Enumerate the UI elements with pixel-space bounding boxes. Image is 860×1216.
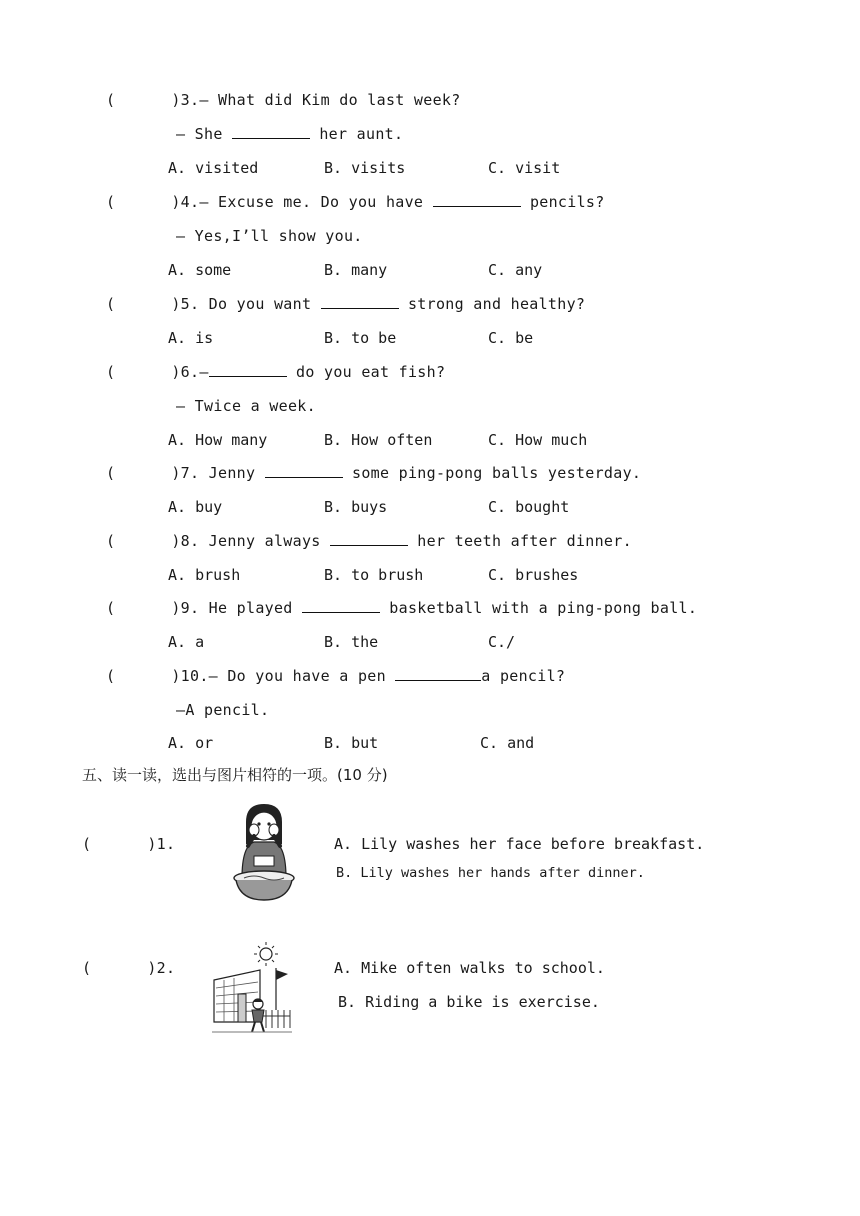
option-a[interactable]: A. buy — [168, 498, 223, 516]
question-4-stem: ( )4.— Excuse me. Do you have pencils? — [106, 193, 605, 211]
option-a[interactable]: A. some — [168, 261, 232, 279]
option-b[interactable]: B. buys — [324, 498, 388, 516]
option-b[interactable]: B. Lily washes her hands after dinner. — [336, 865, 645, 881]
option-a[interactable]: A. or — [168, 734, 214, 752]
answer-paren[interactable]: ( ) — [106, 532, 181, 550]
option-b[interactable]: B. many — [324, 261, 388, 279]
question-4-reply: — Yes,I’ll show you. — [176, 227, 363, 245]
question-6-stem: ( )6.— do you eat fish? — [106, 363, 446, 381]
answer-paren[interactable]: ( ) — [106, 295, 181, 313]
picture-question-1: ( )1. — [82, 835, 176, 853]
answer-blank[interactable] — [209, 362, 287, 377]
question-3-stem: ( )3.— What did Kim do last week? — [106, 91, 461, 109]
section-5-heading: 五、读一读，选出与图片相符的一项。(10 分) — [82, 766, 388, 784]
answer-paren[interactable]: ( ) — [82, 835, 157, 853]
option-b[interactable]: B. visits — [324, 159, 406, 177]
option-c[interactable]: C. and — [480, 734, 535, 752]
question-10-reply: —A pencil. — [176, 701, 270, 719]
option-b[interactable]: B. to brush — [324, 566, 424, 584]
answer-paren[interactable]: ( ) — [106, 464, 181, 482]
option-b[interactable]: B. How often — [324, 431, 433, 449]
option-c[interactable]: C./ — [488, 633, 516, 651]
option-c[interactable]: C. be — [488, 329, 534, 347]
picture-question-2: ( )2. — [82, 959, 176, 977]
option-a[interactable]: A. Mike often walks to school. — [334, 959, 605, 977]
answer-paren[interactable]: ( ) — [82, 959, 157, 977]
answer-blank[interactable] — [232, 124, 310, 139]
question-6-reply: — Twice a week. — [176, 397, 316, 415]
answer-paren[interactable]: ( ) — [106, 91, 181, 109]
option-a[interactable]: A. How many — [168, 431, 268, 449]
question-8-stem: ( )8. Jenny always her teeth after dinner. — [106, 532, 632, 550]
option-a[interactable]: A. Lily washes her face before breakfast. — [334, 835, 705, 853]
answer-blank[interactable] — [265, 463, 343, 478]
option-a[interactable]: A. brush — [168, 566, 241, 584]
option-b[interactable]: B. to be — [324, 329, 397, 347]
option-c[interactable]: C. How much — [488, 431, 588, 449]
option-c[interactable]: C. bought — [488, 498, 570, 516]
answer-blank[interactable] — [321, 294, 399, 309]
option-a[interactable]: A. a — [168, 633, 205, 651]
answer-paren[interactable]: ( ) — [106, 363, 181, 381]
boy-walking-to-school-icon — [212, 940, 292, 1036]
answer-paren[interactable]: ( ) — [106, 599, 181, 617]
option-b[interactable]: B. the — [324, 633, 379, 651]
answer-blank[interactable] — [433, 192, 521, 207]
option-b[interactable]: B. Riding a bike is exercise. — [338, 993, 600, 1011]
question-5-stem: ( )5. Do you want strong and healthy? — [106, 295, 586, 313]
question-9-stem: ( )9. He played basketball with a ping-pong ball. — [106, 599, 698, 617]
option-c[interactable]: C. any — [488, 261, 543, 279]
option-c[interactable]: C. brushes — [488, 566, 579, 584]
answer-blank[interactable] — [330, 531, 408, 546]
option-c[interactable]: C. visit — [488, 159, 561, 177]
option-a[interactable]: A. visited — [168, 159, 259, 177]
option-b[interactable]: B. but — [324, 734, 379, 752]
answer-paren[interactable]: ( ) — [106, 667, 181, 685]
girl-washing-face-icon — [232, 800, 296, 904]
answer-blank[interactable] — [302, 598, 380, 613]
question-7-stem: ( )7. Jenny some ping-pong balls yesterday. — [106, 464, 642, 482]
question-3-reply: — She her aunt. — [176, 125, 404, 143]
question-10-stem: ( )10.— Do you have a pen a pencil? — [106, 667, 566, 685]
answer-blank[interactable] — [395, 666, 481, 681]
answer-paren[interactable]: ( ) — [106, 193, 181, 211]
option-a[interactable]: A. is — [168, 329, 214, 347]
